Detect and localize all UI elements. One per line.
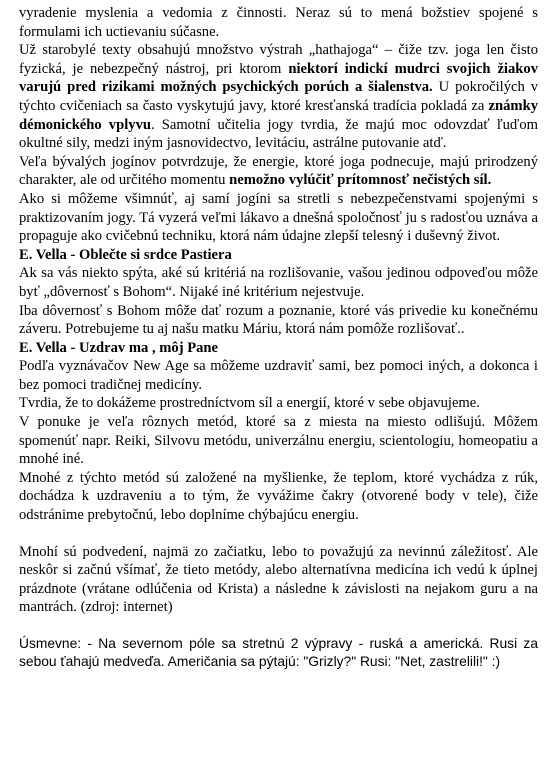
paragraph: Podľa vyznávačov New Age sa môžeme uzdraviť sami, bez pomoci iných, a dokonca i bez pomoci tradičnej medicíny.: [19, 358, 538, 393]
emphasized-text: niektorí indickí mudrci svojich žiakov varujú pred rizikami možných psychických porúch a šialenstva.: [19, 60, 538, 96]
section-heading: E. Vella - Oblečte si srdce Pastiera: [19, 246, 232, 263]
section-heading: E. Vella - Uzdrav ma , môj Pane: [19, 339, 219, 356]
joke-paragraph: Úsmevne: - Na severnom póle sa stretnú 2 výpravy - ruská a americká. Rusi za sebou ťahajú medveďa. Američania sa pýtajú: "Grizly?" Rusi: "Net, zastrelili!" :): [19, 636, 538, 669]
paragraph: vyradenie myslenia a vedomia z činnosti. Neraz sú to mená božstiev spojené s formulami ich uctievaniu súčasne.: [19, 5, 538, 40]
emphasized-text: známky démonického vplyvu: [19, 97, 538, 133]
paragraph-gap: [19, 525, 538, 543]
paragraph-gap: [19, 617, 538, 635]
paragraph: Ako si môžeme všimnúť, aj samí jogíni sa stretli s nebezpečenstvami spojenými s praktizovaním jogy. Tá vyzerá veľmi lákavo a dnešná spoločnosť ju s radosťou uznáva a propaguje ako cvičebnú techniku, ktorá nám údajne zlepší telesný i duševný život.: [19, 190, 538, 245]
emphasized-text: nemožno vylúčiť prítomnosť nečistých síl.: [229, 172, 492, 189]
paragraph: Mnohí sú podvedení, najmä zo začiatku, lebo to považujú za nevinnú záležitosť. Ale neskôr si začnú všímať, že tieto metódy, alebo alternatívna medicína ich vedú k úplnej prázdnote (vrátane odlúčenia od Krista) a následne k závislosti na nejakom guru a na mantrách. (zdroj: internet): [19, 543, 538, 616]
paragraph: Mnohé z týchto metód sú založené na myšlienke, že teplom, ktoré vychádza z rúk, dochádza k uzdraveniu a to tým, že vyvážime čakry (otvorené body v tele), čiže odstránime prebytočnú, lebo doplníme chýbajúcu energiu.: [19, 469, 538, 524]
paragraph: Už starobylé texty obsahujú množstvo výstrah „hathajoga“ – čiže tzv. joga len čisto fyzická, je nebezpečný nástroj, pri ktorom niektorí indickí mudrci svojich žiakov varujú pred rizikami možných psychických porúch a šialenstva. U pokročilých v týchto cvičeniach sa často vyskytujú javy, ktoré kresťanská tradícia pokladá za známky démonického vplyvu. Samotní učitelia jogy tvrdia, že majú moc odovzdať ľuďom okultné sily, medzi iným jasnovidectvo, levitáciu, astrálne putovanie atď.: [19, 42, 538, 152]
paragraph: Tvrdia, že to dokážeme prostredníctvom síl a energií, ktoré v sebe objavujeme.: [19, 395, 480, 412]
paragraph: Iba dôvernosť s Bohom môže dať rozum a poznanie, ktoré vás privedie ku konečnému záveru. Potrebujeme tu aj našu matku Máriu, ktorá nám pomôže rozlišovať..: [19, 302, 538, 338]
paragraph: Ak sa vás niekto spýta, aké sú kritériá na rozlišovanie, vašou jedinou odpoveďou môže byť „dôvernosť s Bohom“. Nijaké iné kritérium nejestvuje.: [19, 265, 538, 300]
paragraph: Veľa bývalých jogínov potvrdzuje, že energie, ktoré joga podnecuje, majú prirodzený charakter, ale od určitého momentu nemožno vylúčiť prítomnosť nečistých síl.: [19, 153, 538, 189]
paragraph: V ponuke je veľa rôznych metód, ktoré sa z miesta na miesto odlišujú. Môžem spomenúť napr. Reiki, Silvovu metódu, univerzálnu energiu, scientologiu, homeopatiu a mnohé iné.: [19, 414, 538, 468]
